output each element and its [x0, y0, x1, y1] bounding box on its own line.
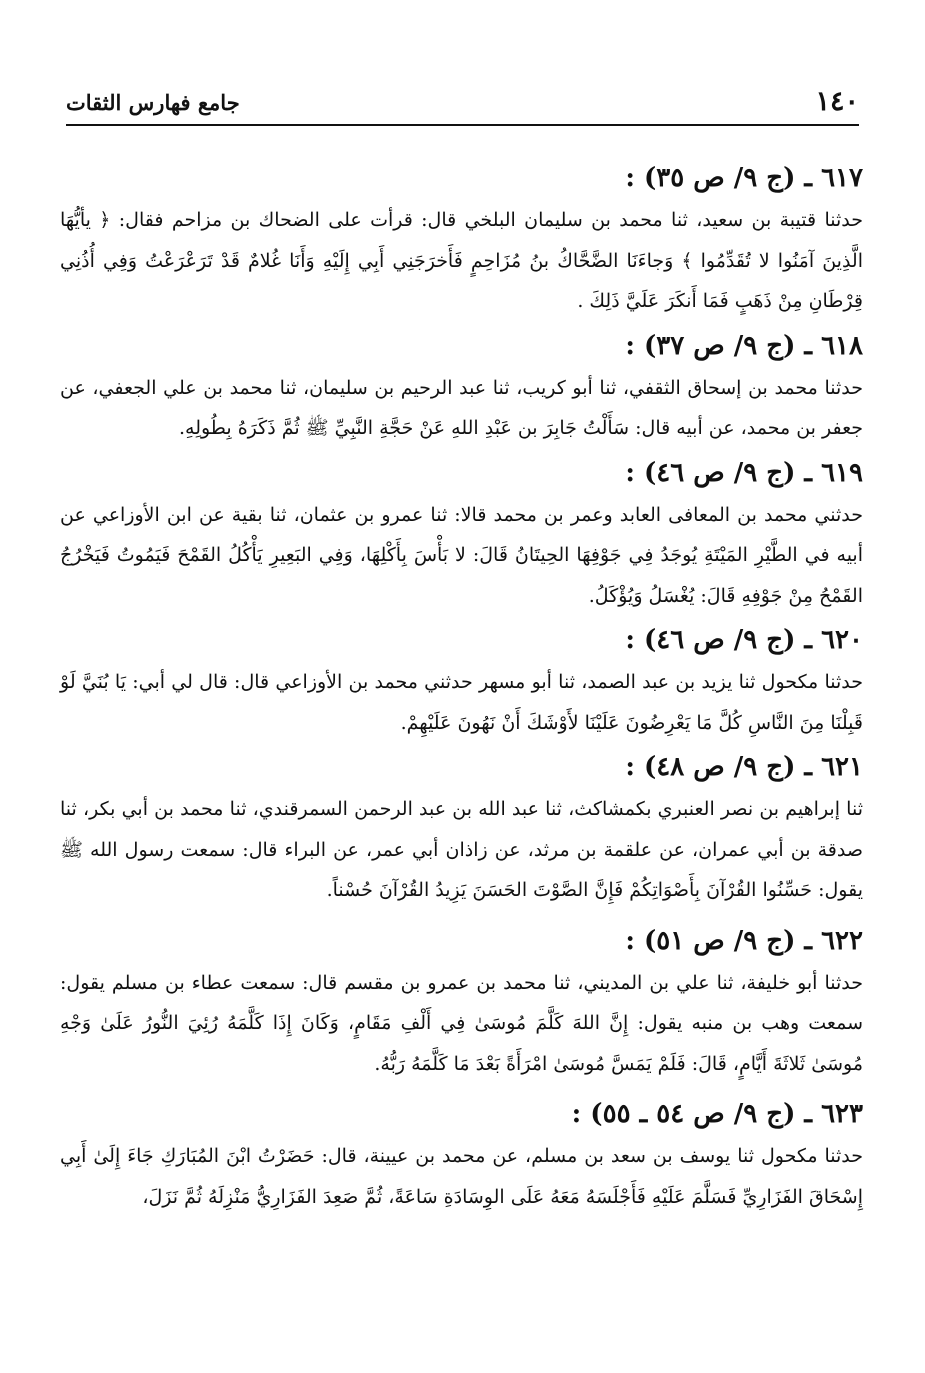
entry-620 — [60, 620, 863, 743]
entry-622 — [60, 921, 863, 1085]
entry-heading: ٦١٨ ـ (ج ٩/ ص ٣٧) : — [625, 330, 863, 361]
entry-heading: ٦٢١ ـ (ج ٩/ ص ٤٨) : — [625, 752, 863, 782]
entry-621 — [60, 747, 863, 911]
entry-619 — [60, 453, 863, 617]
entry-text: حدثنا محمد بن إسحاق الثقفي، ثنا أبو كريب، ثنا عبد الرحيم بن سليمان، ثنا محمد بن علي الجعفي، عن جعفر بن محمد، عن أبيه قال: سَأَلْتُ جَابِرَ بن عَبْدِ اللهِ عَنْ حَجَّةِ النَّبِيِّ ﷺ ثُمَّ ذَكَرَهُ بِطُولِهِ. — [60, 376, 863, 439]
entry-heading: ٦٢٢ ـ (ج ٩/ ص ٥١) : — [625, 925, 863, 956]
entry-heading: ٦١٧ ـ (ج ٩/ ص ٣٥) : — [625, 163, 863, 193]
entry-text: حدثنا مكحول ثنا يزيد بن عبد الصمد، ثنا أبو مسهر حدثني محمد بن الأوزاعي قال: قال لي أبي: يَا بُنَيَّ لَوْ قَبِلْنَا مِنَ النَّاسِ كُلَّ مَا يَعْرِضُونَ عَلَيْنَا لأَوْشَكَ أَنْ نَهُونَ عَلَيْهِمْ. — [60, 671, 863, 734]
entry-623 — [60, 1094, 863, 1217]
entry-617 — [60, 158, 863, 322]
entry-text: ثنا إبراهيم بن نصر العنبري بكمشاكث، ثنا عبد الله بن عبد الرحمن السمرقندي، ثنا محمد بن أبي بكر، ثنا صدقة بن أبي عمران، عن علقمة بن مرثد، عن زاذان أبي عمر، عن البراء قال: سمعت رسول الله ﷺ يقول: حَسِّنُوا القُرْآنَ بِأَصْوَاتِكُمْ فَإِنَّ الصَّوْتَ الحَسَنَ يَزِيدُ القُرْآنَ حُسْناً. — [60, 798, 863, 901]
running-title: جامع فهارس الثقات — [66, 90, 240, 115]
entry-text: حدثني محمد بن المعافى العابد وعمر بن محمد قالا: ثنا عمرو بن عثمان، ثنا بقية عن ابن الأوزاعي عن أبيه في الطَّيْرِ المَيْتَةِ يُوجَدُ فِي جَوْفِهَا الحِيتَانُ قَالَ: لا بَأْسَ بِأَكْلِهَا، وَفِي البَعِيرِ يَأْكُلُ القَمْحَ فَيَمُوتُ فَيَخْرُجُ القَمْحُ مِنْ جَوْفِهِ قَالَ: يُغْسَلُ وَيُؤْكَلُ. — [60, 503, 863, 607]
entry-heading: ٦٢٣ ـ (ج ٩/ ص ٥٤ ـ ٥٥) : — [571, 1099, 863, 1129]
entry-heading: ٦٢٠ ـ (ج ٩/ ص ٤٦) : — [625, 625, 863, 655]
entry-heading: ٦١٩ ـ (ج ٩/ ص ٤٦) : — [625, 457, 863, 488]
page-body — [60, 158, 863, 1221]
page-number: ١٤٠ — [815, 86, 859, 117]
entry-618 — [60, 326, 863, 449]
entry-text: حدثنا مكحول ثنا يوسف بن سعد بن مسلم، عن محمد بن عيينة، قال: حَضَرْتُ ابْنَ المُبَارَكِ جَاءَ إِلَىٰ أَبِي إِسْحَاقَ الفَزَارِيِّ فَسَلَّمَ عَلَيْهِ فَأَجْلَسَهُ مَعَهُ عَلَى الوِسَادَةِ سَاعَةً، ثُمَّ صَعِدَ الفَزَارِيُّ مَنْزِلَهُ ثُمَّ نَزَلَ، — [60, 1145, 863, 1208]
entry-text: حدثنا أبو خليفة، ثنا علي بن المديني، ثنا محمد بن عمرو بن مقسم قال: سمعت عطاء بن مسلم يقول: سمعت وهب بن منبه يقول: إِنَّ اللهَ كَلَّمَ مُوسَىٰ فِي أَلْفِ مَقَامٍ، وَكَانَ إِذَا كَلَّمَهُ رُئِيَ النُّورُ عَلَىٰ وَجْهِ مُوسَىٰ ثَلاثَةَ أَيَّامٍ، قَالَ: فَلَمْ يَمَسَّ مُوسَىٰ امْرَأَةً بَعْدَ مَا كَلَّمَهُ رَبُّهُ. — [60, 971, 863, 1075]
page-header — [66, 84, 859, 126]
entry-text: حدثنا قتيبة بن سعيد، ثنا محمد بن سليمان البلخي قال: قرأت على الضحاك بن مزاحم فقال: ﴿ يأيُّهَا الَّذِينَ آمَنُوا لا تُقَدِّمُوا ﴾ وَجاءَنَا الضَّحَّاكُ بنُ مُزَاحِمٍ فَأَخرَجَنِي أَبِي إِلَيْهِ وَأَنَا غُلامٌ قَدْ تَرَعْرَعْتُ وَفِي أُذُنِي قِرْطَانِ مِنْ ذَهَبٍ فَمَا أَنكَرَ عَلَيَّ ذَلِكَ . — [60, 209, 863, 312]
